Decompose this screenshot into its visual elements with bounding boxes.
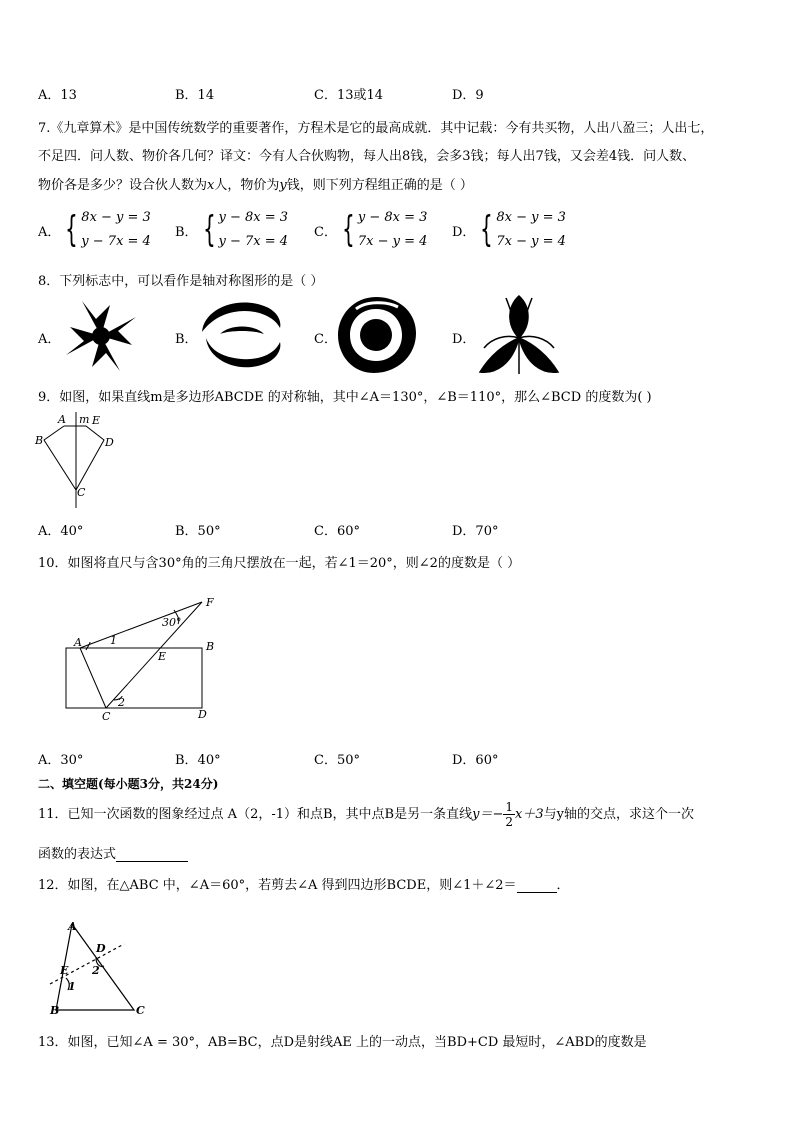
q12-label-angle2: 2 [92,964,100,977]
q7-line-3: 物价各是多少？设合伙人数为x人，物价为y钱，则下列方程组正确的是（ ） [38,178,473,193]
q10-label-30deg: 30° [162,616,182,629]
q12-question: 12．如图，在△ABC 中，∠A＝60°，若剪去∠A 得到四边形BCDE，则∠1＋∠2＝ ． [38,878,570,893]
q10-option-b: B．40° [175,753,221,768]
q10-label-b: B [206,640,215,653]
q8-question: 8．下列标志中，可以看作是轴对称图形的是（ ） [38,274,324,289]
q9-option-c: C．60° [314,524,360,539]
q10-label-e: E [158,650,167,663]
q9-label-e: E [92,414,101,427]
q9-option-b: B．50° [175,524,221,539]
q10-question: 10．如图将直尺与含30°角的三角尺摆放在一起，若∠1＝20°，则∠2的度数是（ ） [38,556,521,571]
q10-label-a: A [74,636,82,649]
q10-label-angle1: 1 [110,634,117,647]
q8-label-c: C． [314,332,337,347]
q6-option-d: D．9 [452,88,484,103]
q8-label-a: A． [38,332,61,347]
q10-option-d: D．60° [452,753,499,768]
q7-option-c: C． { y − 8x = 3 7x − y = 4 [314,209,428,250]
q6-option-a: A．13 [38,88,77,103]
q11-question: 11．已知一次函数的图象经过点 A（2，-1）和点B，其中点B是另一条直线y＝− $\frac{1}{2}$ x＋3与y轴的交点，求这个一次 [38,800,694,829]
q12-figure-triangle [48,918,158,1018]
q9-label-m: m [79,413,90,426]
q11-line-2: 函数的表达式 [38,843,188,862]
q7-option-a: A． { 8x − y = 3 y − 7x = 4 [38,209,151,250]
q10-option-c: C．50° [314,753,360,768]
q9-question: 9．如图，如果直线m是多边形ABCDE 的对称轴，其中∠A＝130°，∠B＝110°，那么∠BCD 的度数为( ) [38,390,652,405]
q12-label-a: A [68,920,77,933]
q9-label-a: A [58,413,66,426]
logo-c-ring [336,295,418,375]
q12-label-c: C [136,1004,145,1017]
q8-label-b: B． [175,332,198,347]
q6-option-c: C．13或14 [314,88,384,103]
q7-option-b: B． { y − 8x = 3 y − 7x = 4 [175,209,289,250]
q9-option-d: D．70° [452,524,499,539]
q9-label-d: D [105,436,114,449]
logo-b-crescents [198,298,284,372]
q10-figure-ruler-triangle [60,592,230,722]
q10-option-a: A．30° [38,753,84,768]
q7-line-2: 不足四．问人数、物价各几何？译文：今有人合伙购物，每人出8钱，会多3钱；每人出7钱，又会差4钱．问人数、 [38,149,696,164]
q9-label-c: C [77,486,86,499]
q8-label-d: D． [452,332,476,347]
q12-label-d: D [96,942,106,955]
q6-option-b: B．14 [175,88,215,103]
q9-figure-pentagon [30,410,120,510]
q10-label-c: C [102,710,111,722]
q7-option-d: D． { 8x − y = 3 7x − y = 4 [452,209,566,250]
q12-label-e: E [60,964,69,977]
q10-label-angle2: 2 [118,696,125,709]
section-2-heading: 二、填空题(每小题3分，共24分) [38,777,219,791]
q10-label-f: F [206,596,214,609]
q7-line-1: 7.《九章算术》是中国传统数学的重要著作，方程术是它的最高成就．其中记载：今有共买物，人出八盈三；人出七， [38,121,714,136]
q9-option-a: A．40° [38,524,84,539]
q12-answer-blank[interactable] [517,878,557,893]
logo-a-pinwheel-star [62,297,140,375]
q11-answer-blank[interactable] [116,847,188,862]
q9-label-b: B [35,434,44,447]
q12-label-b: B [50,1004,60,1017]
logo-d-tri-leaf [476,294,562,378]
q10-label-d: D [198,708,207,721]
q13-question: 13．如图，已知∠A = 30°，AB=BC，点D是射线AE 上的一动点，当BD+CD 最短时，∠ABD的度数是 [38,1035,647,1050]
q12-label-angle1: 1 [68,980,76,993]
